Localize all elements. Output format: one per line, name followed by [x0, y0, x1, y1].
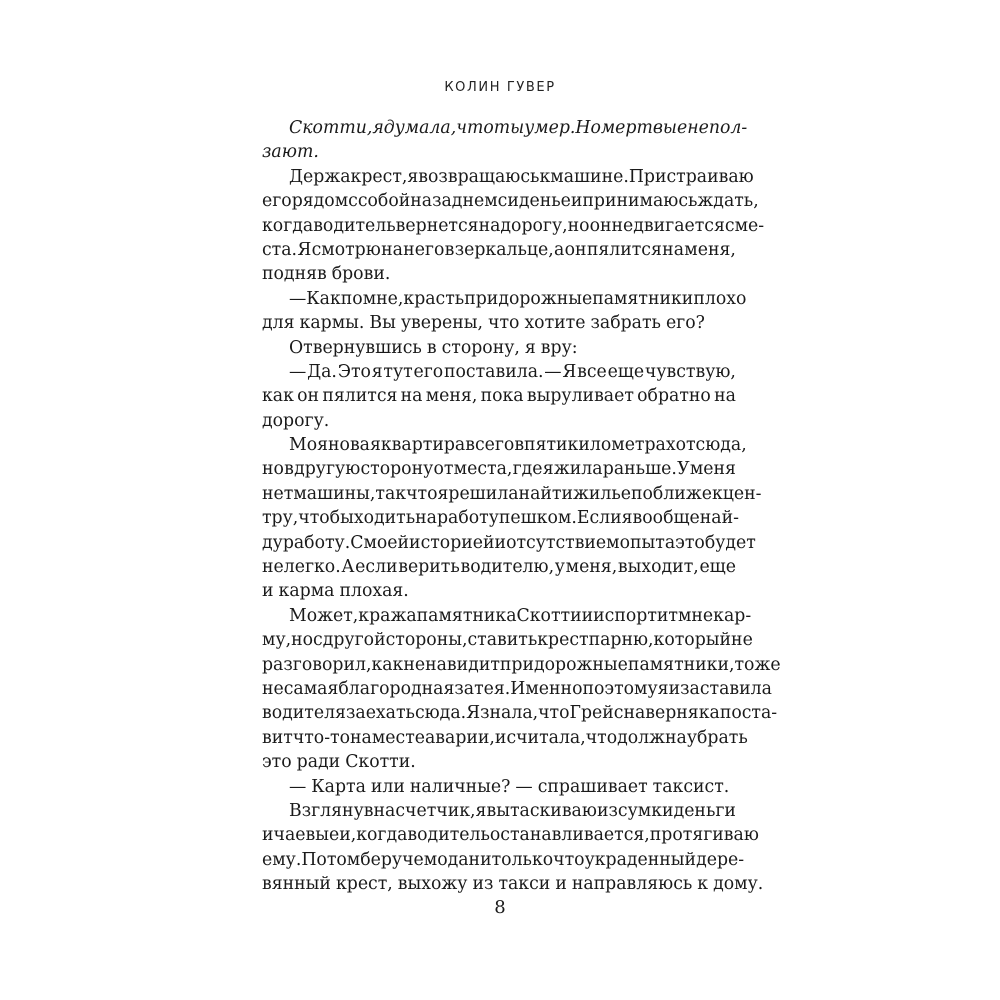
word: опыта — [619, 532, 676, 553]
word: Скотти — [516, 605, 582, 626]
word: памятника — [416, 605, 517, 626]
word: Отвернувшись — [289, 337, 422, 358]
word: сторону, — [441, 337, 520, 358]
word: Пристраиваю — [628, 166, 754, 187]
word: — — [515, 776, 533, 797]
word: вернется — [395, 215, 479, 236]
word: что — [585, 727, 618, 748]
word: еще — [607, 361, 645, 382]
word: только — [491, 849, 554, 870]
word: на — [400, 386, 423, 407]
word: у — [554, 557, 565, 578]
text-line — [262, 287, 747, 311]
word: дому. — [713, 874, 764, 895]
word: из — [472, 874, 494, 895]
word: Скотти. — [345, 752, 416, 773]
word: километрах — [567, 435, 676, 456]
word: вит — [262, 727, 293, 748]
word: деньги — [673, 800, 736, 821]
word: обратно — [637, 386, 711, 407]
word: раз — [262, 654, 293, 675]
word: месте — [371, 727, 425, 748]
word: Взглянув — [289, 800, 374, 821]
word: я — [407, 166, 419, 187]
word: нет — [262, 483, 294, 504]
word: ходить — [353, 508, 416, 529]
text-line — [262, 677, 772, 701]
word: и — [570, 191, 583, 212]
text-line — [262, 775, 736, 799]
word: считала, — [506, 727, 586, 748]
word: придорожные — [464, 288, 593, 309]
word: водителя — [262, 703, 346, 724]
word: и — [581, 605, 594, 626]
word: и — [668, 678, 681, 699]
word: он — [564, 239, 587, 260]
word: С — [350, 532, 364, 553]
word: знала, — [480, 703, 539, 724]
word: верить — [398, 557, 460, 578]
word: вру: — [540, 337, 578, 358]
word: все — [577, 361, 607, 382]
word: всего — [465, 435, 515, 456]
word: водитель — [407, 825, 490, 846]
word: с — [724, 215, 735, 236]
word: в — [514, 435, 525, 456]
word: — — [289, 361, 307, 382]
text-line — [262, 189, 759, 213]
word: брови. — [331, 264, 391, 285]
word: выруливает — [526, 386, 634, 407]
word: поближе — [631, 483, 712, 504]
word: Это — [337, 361, 371, 382]
word: на — [415, 508, 437, 529]
word: на — [410, 191, 433, 212]
word: историей — [409, 532, 495, 553]
word: не — [687, 118, 709, 138]
word: поставила. — [444, 361, 544, 382]
word: рядом — [291, 191, 349, 212]
word: вообще — [632, 508, 700, 529]
word: крест, — [350, 166, 408, 187]
word: карма — [278, 581, 335, 602]
word: выходит, — [617, 557, 699, 578]
word: говорил, — [292, 654, 372, 675]
word: что — [553, 849, 585, 870]
word: Но — [575, 118, 601, 138]
text-line — [262, 262, 736, 286]
word: Грейс — [569, 703, 624, 724]
word: и, — [339, 825, 357, 846]
text-line — [262, 311, 736, 335]
text-line — [262, 848, 745, 872]
word: другую — [294, 459, 361, 480]
word: ждать, — [697, 191, 759, 212]
word: дорогу. — [262, 410, 330, 431]
text-line — [262, 433, 747, 457]
word: думала, — [383, 118, 457, 138]
word: ради — [296, 752, 341, 773]
word: как — [371, 654, 404, 675]
word: меня — [689, 459, 736, 480]
word: най- — [699, 508, 739, 529]
word: му, — [262, 630, 292, 651]
word: Да. — [307, 361, 337, 382]
word: когда — [262, 215, 314, 236]
word: благородная — [338, 678, 455, 699]
body-text — [262, 116, 781, 897]
word: с — [313, 630, 323, 651]
word: мертвые — [600, 118, 688, 138]
word: протягиваю — [649, 825, 759, 846]
word: памятники — [592, 288, 694, 309]
word: я — [437, 483, 449, 504]
word: не — [731, 630, 753, 651]
word: когда — [356, 825, 408, 846]
word: возвращаюсь — [418, 166, 540, 187]
word: вытаскиваю — [486, 800, 597, 821]
word: аварии, — [424, 727, 495, 748]
word: к — [539, 166, 551, 187]
word: сиденье — [497, 191, 571, 212]
word: чувствую, — [644, 361, 736, 382]
word: затея. — [454, 678, 511, 699]
word: от — [433, 459, 454, 480]
text-line — [262, 116, 748, 140]
word: испортит — [593, 605, 678, 626]
word: пешком. — [498, 508, 577, 529]
word: Карта — [311, 776, 366, 797]
text-line — [262, 238, 736, 262]
word: меня, — [425, 386, 478, 407]
word: это — [262, 752, 292, 773]
word: — — [544, 361, 562, 382]
word: места, — [453, 459, 513, 480]
word: что-то — [292, 727, 351, 748]
word: плохая. — [339, 581, 409, 602]
word: что — [406, 483, 438, 504]
word: убрать — [686, 727, 748, 748]
word: Держа — [289, 166, 351, 187]
text-line — [262, 360, 736, 384]
text-line — [262, 457, 736, 481]
word: решила — [448, 483, 519, 504]
word: пол- — [708, 118, 748, 138]
word: придорожные — [499, 654, 628, 675]
word: Вы — [369, 313, 396, 334]
word: кража — [358, 605, 417, 626]
word: ты — [493, 118, 525, 138]
word: найти — [518, 483, 573, 504]
text-line — [262, 799, 736, 823]
text-line — [262, 531, 756, 555]
word: где — [512, 459, 543, 480]
word: на — [662, 239, 684, 260]
text-line — [262, 823, 759, 847]
word: заднем — [432, 191, 498, 212]
word: вянный — [262, 874, 331, 895]
text-line — [262, 628, 753, 652]
text-line — [262, 165, 754, 189]
word: спрашивает — [537, 776, 648, 797]
word: пялится — [322, 386, 398, 407]
word: цен- — [722, 483, 762, 504]
word: а — [554, 239, 565, 260]
word: сюда. — [414, 703, 467, 724]
word: Может, — [289, 605, 359, 626]
page-number: 8 — [494, 897, 506, 918]
word: меня, — [684, 239, 736, 260]
word: его — [413, 361, 444, 382]
word: мне — [677, 605, 714, 626]
word: должна — [617, 727, 687, 748]
word: он — [589, 215, 612, 236]
word: крест, — [335, 874, 393, 895]
word: но — [291, 630, 314, 651]
text-line — [262, 750, 736, 774]
word: так — [375, 483, 407, 504]
word: Я — [297, 239, 312, 260]
word: с — [348, 191, 358, 212]
text-line — [262, 506, 739, 530]
word: такси — [498, 874, 551, 895]
word: на — [350, 727, 372, 748]
word: Скотти, — [289, 118, 373, 138]
running-head: КОЛИН ГУВЕР — [444, 80, 556, 95]
word: Я — [562, 361, 577, 382]
word: отсюда, — [675, 435, 747, 456]
text-line — [262, 701, 778, 725]
word: выхожу — [397, 874, 468, 895]
word: Потом — [301, 849, 361, 870]
word: что — [488, 313, 520, 334]
word: мне, — [362, 288, 404, 309]
word: чтобы — [298, 508, 354, 529]
word: крест — [537, 630, 589, 651]
word: него — [403, 239, 445, 260]
word: кар- — [713, 605, 752, 626]
word: но — [262, 459, 284, 480]
word: в — [426, 337, 437, 358]
word: ставить — [467, 630, 538, 651]
word: по — [340, 288, 363, 309]
word: раньше. — [602, 459, 677, 480]
word: моей — [363, 532, 410, 553]
word: на — [381, 239, 403, 260]
word: что — [538, 703, 570, 724]
word: наверняка — [623, 703, 720, 724]
word: работу. — [282, 532, 351, 553]
word: жилье — [572, 483, 631, 504]
word: ему. — [262, 849, 302, 870]
text-line — [262, 384, 736, 408]
text-line — [262, 555, 736, 579]
word: к — [711, 483, 723, 504]
word: пока — [480, 386, 524, 407]
word: тру, — [262, 508, 299, 529]
word: новая — [328, 435, 381, 456]
word: квартира — [380, 435, 466, 456]
text-line — [262, 409, 736, 433]
word: останавливается, — [489, 825, 650, 846]
word: я — [657, 678, 669, 699]
word: не — [611, 215, 634, 236]
word: чемодан — [402, 849, 481, 870]
word: к — [697, 874, 709, 895]
word: машины, — [293, 483, 376, 504]
word: меня, — [565, 557, 618, 578]
word: счетчик, — [395, 800, 476, 821]
word: дере- — [696, 849, 745, 870]
word: тоже — [734, 654, 781, 675]
word: другой — [322, 630, 386, 651]
word: сумки — [617, 800, 674, 821]
word: поста- — [719, 703, 778, 724]
word: он — [297, 386, 320, 407]
word: водителю, — [460, 557, 555, 578]
word: на — [478, 215, 501, 236]
word: и — [494, 727, 507, 748]
word: если — [355, 557, 398, 578]
word: будет — [704, 532, 756, 553]
word: но — [567, 215, 590, 236]
text-line — [262, 140, 736, 164]
text-line — [262, 214, 765, 238]
word: памятники, — [627, 654, 735, 675]
word: дорогу, — [500, 215, 568, 236]
word: Как — [306, 288, 341, 309]
word: заставила — [680, 678, 772, 699]
word: плохо — [693, 288, 747, 309]
word: жила — [553, 459, 603, 480]
word: умер. — [524, 118, 576, 138]
word: зают. — [262, 142, 319, 163]
word: заехать — [345, 703, 415, 724]
word: его? — [665, 313, 705, 334]
word: красть — [403, 288, 465, 309]
word: его — [262, 191, 292, 212]
word: Моя — [289, 435, 329, 456]
word: это — [675, 532, 705, 553]
word: Я — [466, 703, 481, 724]
word: А — [341, 557, 355, 578]
word: чаевые — [273, 825, 340, 846]
word: зеркальце, — [454, 239, 554, 260]
word: двигается — [633, 215, 725, 236]
word: я — [475, 800, 487, 821]
word: не — [262, 678, 284, 699]
word: сторону — [360, 459, 434, 480]
word: на — [714, 386, 736, 407]
word: из — [596, 800, 618, 821]
word: беру — [360, 849, 403, 870]
word: стороны, — [385, 630, 468, 651]
word: нелегко. — [262, 557, 341, 578]
word: и — [262, 825, 274, 846]
word: я — [542, 459, 554, 480]
word: У — [677, 459, 690, 480]
word: и — [494, 532, 507, 553]
word: тут — [383, 361, 413, 382]
word: самая — [283, 678, 339, 699]
word: машине. — [550, 166, 629, 187]
text-line — [262, 653, 781, 677]
word: я — [621, 508, 633, 529]
word: или — [370, 776, 405, 797]
word: я — [372, 118, 384, 138]
word: поэтому — [582, 678, 658, 699]
word: для — [262, 313, 295, 334]
word: работу — [436, 508, 499, 529]
word: таксист. — [652, 776, 730, 797]
text-line — [262, 726, 748, 750]
word: кармы. — [299, 313, 365, 334]
word: забрать — [590, 313, 661, 334]
word: подняв — [262, 264, 327, 285]
word: парню, — [588, 630, 654, 651]
word: что — [456, 118, 494, 138]
word: наличные? — [409, 776, 511, 797]
text-line — [262, 336, 736, 360]
word: ненавидит — [403, 654, 500, 675]
word: уверены, — [400, 313, 484, 334]
word: ду — [262, 532, 283, 553]
word: и — [262, 581, 274, 602]
word: направляюсь — [571, 874, 693, 895]
word: на — [373, 800, 396, 821]
word: отсутствием — [506, 532, 620, 553]
word: водитель — [313, 215, 396, 236]
text-line — [262, 604, 752, 628]
text-line — [262, 482, 762, 506]
word: — — [289, 288, 307, 309]
word: пяти — [524, 435, 568, 456]
word: в — [444, 239, 455, 260]
word: смотрю — [311, 239, 381, 260]
word: как — [262, 386, 294, 407]
word: украденный — [584, 849, 697, 870]
word: ста. — [262, 239, 298, 260]
word: и — [480, 849, 492, 870]
text-line — [262, 579, 736, 603]
word: принимаюсь — [582, 191, 698, 212]
word: который — [653, 630, 732, 651]
word: я — [371, 361, 383, 382]
word: я — [524, 337, 536, 358]
word: собой — [357, 191, 411, 212]
word: — — [289, 776, 307, 797]
word: Если — [576, 508, 622, 529]
word: еще — [699, 557, 736, 578]
word: пялится — [586, 239, 662, 260]
word: хотите — [524, 313, 586, 334]
word: ме- — [734, 215, 765, 236]
text-line — [262, 872, 764, 896]
word: в — [284, 459, 294, 480]
word: и — [555, 874, 567, 895]
word: Именно — [510, 678, 583, 699]
